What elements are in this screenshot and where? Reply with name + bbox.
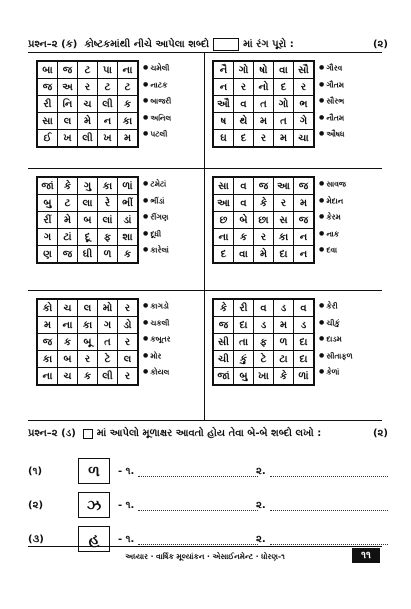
question-label: પ્રશ્ન–૨ (ડ) xyxy=(28,428,76,439)
grid-cell[interactable]: ર xyxy=(254,130,274,148)
answer-row xyxy=(28,492,388,520)
grid-cell[interactable]: દા xyxy=(294,334,315,351)
grid-cell[interactable]: ન xyxy=(294,246,315,264)
grid-cell[interactable]: કા xyxy=(274,229,294,246)
grid-cell[interactable]: ટ xyxy=(78,61,98,79)
grid-cell[interactable]: ક xyxy=(58,334,78,351)
grid-cell[interactable]: જ xyxy=(213,317,234,334)
grid-cell[interactable]: સા xyxy=(37,113,58,130)
grid-cell[interactable]: ત xyxy=(274,113,294,130)
word-list-item: ● સીતાફળ xyxy=(319,348,353,365)
grid-cell[interactable]: ખા xyxy=(254,368,274,386)
grid-cell[interactable]: દ xyxy=(274,79,294,96)
grid-cell[interactable]: ક xyxy=(234,229,254,246)
grid-cell[interactable]: ના xyxy=(213,229,234,246)
word-list xyxy=(143,60,171,148)
word-list-item: ● દવા xyxy=(319,242,346,259)
grid-cell[interactable]: જ xyxy=(37,79,58,96)
grid-cell[interactable]: ટે xyxy=(254,351,274,368)
grid-cell[interactable]: બ xyxy=(78,212,98,229)
word-list-item: ● મોર xyxy=(143,348,171,365)
marks: (૨) xyxy=(372,428,388,439)
word-list-item: ● દૂધી xyxy=(143,226,169,243)
grid-cell[interactable]: લી xyxy=(98,96,118,113)
grid-cell[interactable]: વ xyxy=(254,299,274,317)
grid-cell[interactable]: વા xyxy=(274,61,294,79)
word-list-item: ● નાટક xyxy=(143,77,171,94)
grid-cell[interactable]: ન xyxy=(98,113,118,130)
grid-cell[interactable]: વ xyxy=(234,177,254,195)
word-search-puzzle xyxy=(36,60,171,148)
grid-cell[interactable]: દા xyxy=(234,317,254,334)
grid-cell[interactable]: ટે xyxy=(98,351,118,368)
word-search-puzzle xyxy=(36,298,171,386)
grid-cell[interactable]: દ xyxy=(213,246,234,264)
grid-cell[interactable]: ળ xyxy=(274,334,294,351)
grid-cell[interactable]: ચ xyxy=(78,96,98,113)
grid-cell[interactable]: ડ xyxy=(274,299,294,317)
divider xyxy=(28,420,382,421)
grid-cell[interactable]: ર xyxy=(294,79,315,96)
grid-cell[interactable]: જ xyxy=(37,334,58,351)
letter-box: હ xyxy=(78,526,110,552)
grid-cell[interactable]: ક xyxy=(78,368,98,386)
instruction-text-end: માં રંગ પૂરો : xyxy=(243,39,294,50)
grid-cell[interactable]: બ xyxy=(58,351,78,368)
page-number: ૧૧ xyxy=(352,548,380,563)
grid-cell[interactable]: કા xyxy=(118,113,139,130)
grid-cell[interactable]: ત xyxy=(254,96,274,113)
grid-cell[interactable]: ળાં xyxy=(118,177,139,195)
grid-cell[interactable]: ઔ xyxy=(213,96,234,113)
word-list-item: ● ટમેટાં xyxy=(143,176,169,193)
grid-cell[interactable]: કે xyxy=(274,368,294,386)
word-list-item: ● નૌતમ xyxy=(319,110,345,127)
grid-cell[interactable]: લા xyxy=(78,195,98,212)
answer-line-1[interactable] xyxy=(138,510,258,511)
divider xyxy=(28,52,382,53)
word-list xyxy=(319,298,353,386)
word-list-item: ● ગૌતમ xyxy=(319,77,345,94)
word-search-puzzle xyxy=(36,176,169,264)
grid-cell[interactable]: ડ xyxy=(294,317,315,334)
row-number: (૨) xyxy=(28,500,44,511)
grid-cell[interactable]: મે xyxy=(254,246,274,264)
question-2-header xyxy=(28,428,388,439)
color-box xyxy=(213,38,239,51)
grid-cell[interactable]: કો xyxy=(37,299,58,317)
grid-cell[interactable]: જ xyxy=(58,246,78,264)
letter-box: ઝ xyxy=(78,492,110,518)
grid-cell[interactable]: બુ xyxy=(234,368,254,386)
question-header xyxy=(28,38,388,51)
grid-cell[interactable]: ગે xyxy=(294,113,315,130)
word-list xyxy=(319,60,345,148)
word-list-item: ● નાક xyxy=(319,226,346,243)
grid-cell[interactable]: મ xyxy=(274,317,294,334)
word-list xyxy=(143,176,169,264)
grid-cell[interactable]: ર xyxy=(274,195,294,212)
grid-cell[interactable]: ર xyxy=(78,351,98,368)
grid-cell[interactable]: ર xyxy=(118,334,139,351)
answer-line-2[interactable] xyxy=(270,510,388,511)
grid-cell[interactable]: મ xyxy=(37,317,58,334)
grid-cell[interactable]: ફ xyxy=(254,334,274,351)
footer-text: અધ્યાર · વાર્ષિક મૂલ્યાંકન · એસાઈનમેન્ટ · ધોરણ-૧ xyxy=(125,552,285,561)
grid-cell[interactable]: ળાં xyxy=(294,368,315,386)
word-list-item: ● ગૌરવ xyxy=(319,60,345,77)
word-list-item: ● દાડમ xyxy=(319,331,353,348)
grid-cell[interactable]: ટ xyxy=(58,195,78,212)
answer-row xyxy=(28,458,388,486)
grid-cell[interactable]: ડો xyxy=(118,317,139,334)
grid-cell[interactable]: વ xyxy=(234,195,254,212)
word-list-item: ● ઔષધ xyxy=(319,126,345,143)
grid-cell[interactable]: ખ xyxy=(58,130,78,148)
grid-cell[interactable]: ટ xyxy=(118,79,139,96)
grid-cell[interactable]: ગ xyxy=(98,317,118,334)
grid-cell[interactable]: નો xyxy=(254,79,274,96)
grid-cell[interactable]: જ xyxy=(58,61,78,79)
letter-grid xyxy=(212,298,315,386)
word-list-item: ● ભીંડાં xyxy=(143,193,169,210)
grid-cell[interactable]: ના xyxy=(58,317,78,334)
word-list-item: ● મેદાન xyxy=(319,193,346,210)
grid-cell[interactable]: ત xyxy=(98,334,118,351)
answer-line-1[interactable] xyxy=(138,544,258,545)
grid-cell[interactable]: ળ xyxy=(98,246,118,264)
word-list-item: ● કાગડો xyxy=(143,298,171,315)
grid-cell[interactable]: લી xyxy=(78,130,98,148)
grid-cell[interactable]: કે xyxy=(213,299,234,317)
grid-cell[interactable]: ટ xyxy=(98,79,118,96)
row-number: (૧) xyxy=(28,466,43,477)
word-list-item: ● કેળાં xyxy=(319,364,353,381)
grid-cell[interactable]: ભીં xyxy=(118,195,139,212)
letter-grid xyxy=(36,60,139,148)
grid-cell[interactable]: ગો xyxy=(274,96,294,113)
word-list-item: ● ચીકું xyxy=(319,315,353,332)
answer-label-2: ૨. xyxy=(256,466,266,477)
grid-cell[interactable]: લ xyxy=(78,299,98,317)
grid-cell[interactable]: ષ xyxy=(213,113,234,130)
word-list-item: ● ચમેલી xyxy=(143,60,171,77)
grid-cell[interactable]: છ xyxy=(213,212,234,229)
grid-cell[interactable]: ર xyxy=(118,299,139,317)
grid-cell[interactable]: મો xyxy=(98,299,118,317)
grid-cell[interactable]: મ xyxy=(274,130,294,148)
word-search-puzzle xyxy=(212,60,345,148)
grid-cell[interactable]: કા xyxy=(98,177,118,195)
grid-cell[interactable]: કા xyxy=(78,317,98,334)
grid-cell[interactable]: બા xyxy=(37,61,58,79)
grid-cell[interactable]: ભ xyxy=(294,96,315,113)
grid-cell[interactable]: ડાં xyxy=(118,212,139,229)
grid-cell[interactable]: ઘી xyxy=(78,246,98,264)
letter-grid xyxy=(36,176,139,264)
grid-cell[interactable]: સ xyxy=(274,212,294,229)
grid-cell[interactable]: ગો xyxy=(234,61,254,79)
grid-cell[interactable]: જાં xyxy=(213,368,234,386)
grid-cell[interactable]: કે xyxy=(58,177,78,195)
answer-label-1: - ૧. xyxy=(118,534,135,545)
grid-cell[interactable]: ટા xyxy=(274,351,294,368)
grid-cell[interactable]: ર xyxy=(78,79,98,96)
grid-cell[interactable]: ષો xyxy=(254,61,274,79)
grid-cell[interactable]: કા xyxy=(37,351,58,368)
grid-cell[interactable]: મ xyxy=(294,195,315,212)
grid-cell[interactable]: ચી xyxy=(213,351,234,368)
grid-cell[interactable]: છા xyxy=(254,212,274,229)
grid-cell[interactable]: રે xyxy=(98,195,118,212)
grid-cell[interactable]: ફ xyxy=(98,229,118,246)
grid-cell[interactable]: લ xyxy=(58,113,78,130)
grid-cell[interactable]: દા xyxy=(294,351,315,368)
letter-box: ળ xyxy=(78,458,110,484)
word-list-item: ● સાવજ xyxy=(319,176,346,193)
divider xyxy=(28,168,382,169)
vertical-divider xyxy=(204,52,205,420)
word-list-item: ● સૌરભ xyxy=(319,93,345,110)
word-list xyxy=(319,176,346,264)
answer-row xyxy=(28,526,388,554)
grid-cell[interactable]: ક xyxy=(118,96,139,113)
word-list-item: ● કબૂતર xyxy=(143,331,171,348)
grid-cell[interactable]: રી xyxy=(37,96,58,113)
word-search-puzzle xyxy=(212,298,353,386)
grid-cell[interactable]: મ xyxy=(254,113,274,130)
grid-cell[interactable]: વ xyxy=(234,96,254,113)
grid-cell[interactable]: શા xyxy=(118,229,139,246)
grid-cell[interactable]: ગ xyxy=(37,229,58,246)
grid-cell[interactable]: સૌ xyxy=(294,61,315,79)
grid-cell[interactable]: ડ xyxy=(254,317,274,334)
grid-cell[interactable]: ચ xyxy=(58,368,78,386)
grid-cell[interactable]: દ xyxy=(234,130,254,148)
grid-cell[interactable]: ઘ xyxy=(213,130,234,148)
word-list-item: ● કારેલાં xyxy=(143,242,169,259)
word-list-item: ● કેરમ xyxy=(319,209,346,226)
instruction-text: માં આપેલો મૂળાક્ષર આવતો હોય તેવા બે-બે શબ્દો લખો : xyxy=(96,428,322,439)
grid-cell[interactable]: બૂ xyxy=(78,334,98,351)
answer-label-1: - ૧. xyxy=(118,500,135,511)
grid-cell[interactable]: પા xyxy=(98,61,118,79)
grid-cell[interactable]: રીં xyxy=(37,212,58,229)
grid-cell[interactable]: લી xyxy=(98,368,118,386)
word-list-item: ● કેરી xyxy=(319,298,353,315)
answer-label-1: - ૧. xyxy=(118,466,135,477)
word-list-item: ● ચકલી xyxy=(143,315,171,332)
grid-cell[interactable]: જાં xyxy=(37,177,58,195)
square-box-icon xyxy=(83,429,93,439)
grid-cell[interactable]: આ xyxy=(213,195,234,212)
answer-line-2[interactable] xyxy=(270,544,388,545)
grid-cell[interactable]: લ xyxy=(118,351,139,368)
grid-cell[interactable]: મે xyxy=(58,212,78,229)
grid-cell[interactable]: ન xyxy=(213,79,234,96)
grid-cell[interactable]: જ xyxy=(294,177,315,195)
word-list-item: ● પટલી xyxy=(143,126,171,143)
word-list xyxy=(143,298,171,386)
word-list-item: ● રીંગણ xyxy=(143,209,169,226)
answer-line-1[interactable] xyxy=(138,476,258,477)
word-list-item: ● કોયલ xyxy=(143,364,171,381)
grid-cell[interactable]: સા xyxy=(213,177,234,195)
grid-cell[interactable]: ગુ xyxy=(78,177,98,195)
grid-cell[interactable]: બે xyxy=(234,212,254,229)
grid-cell[interactable]: ન xyxy=(294,229,315,246)
grid-cell[interactable]: ર xyxy=(254,229,274,246)
grid-cell[interactable]: ચ xyxy=(58,299,78,317)
grid-cell[interactable]: લાં xyxy=(98,212,118,229)
grid-cell[interactable]: મે xyxy=(78,113,98,130)
grid-cell[interactable]: ના xyxy=(118,61,139,79)
grid-cell[interactable]: ચા xyxy=(294,130,315,148)
answer-label-2: ૨. xyxy=(256,534,266,545)
grid-cell[interactable]: અ xyxy=(58,79,78,96)
grid-cell[interactable]: જ xyxy=(294,212,315,229)
answer-label-2: ૨. xyxy=(256,500,266,511)
grid-cell[interactable]: ના xyxy=(37,368,58,386)
grid-cell[interactable]: આ xyxy=(274,177,294,195)
grid-cell[interactable]: ર xyxy=(234,79,254,96)
grid-cell[interactable]: વ xyxy=(294,299,315,317)
grid-cell[interactable]: તા xyxy=(234,334,254,351)
letter-grid xyxy=(36,298,139,386)
word-list-item: ● અનિલ xyxy=(143,110,171,127)
grid-cell[interactable]: ઈ xyxy=(37,130,58,148)
letter-grid xyxy=(212,60,315,148)
grid-cell[interactable]: ક xyxy=(118,246,139,264)
answer-line-2[interactable] xyxy=(270,476,388,477)
question-label: પ્રશ્ન–૨ (ક) xyxy=(28,39,78,50)
grid-cell[interactable]: સી xyxy=(213,334,234,351)
grid-cell[interactable]: કે xyxy=(254,195,274,212)
grid-cell[interactable]: ટાં xyxy=(58,229,78,246)
grid-cell[interactable]: દા xyxy=(274,246,294,264)
grid-cell[interactable]: થે xyxy=(234,113,254,130)
grid-cell[interactable]: કું xyxy=(234,351,254,368)
row-number: (૩) xyxy=(28,534,44,545)
grid-cell[interactable]: વા xyxy=(234,246,254,264)
grid-cell[interactable]: બુ xyxy=(37,195,58,212)
footer-divider xyxy=(28,546,382,547)
word-search-puzzle xyxy=(212,176,346,264)
instruction-text: કોષ્ટકમાંથી નીચે આપેલા શબ્દો xyxy=(84,39,210,50)
divider xyxy=(28,290,382,291)
grid-cell[interactable]: ર xyxy=(118,368,139,386)
grid-cell[interactable]: જ xyxy=(254,177,274,195)
grid-cell[interactable]: નિ xyxy=(58,96,78,113)
grid-cell[interactable]: ખ xyxy=(98,130,118,148)
grid-cell[interactable]: દૂ xyxy=(78,229,98,246)
grid-cell[interactable]: રી xyxy=(234,299,254,317)
grid-cell[interactable]: મ xyxy=(118,130,139,148)
marks: (૨) xyxy=(372,39,388,50)
grid-cell[interactable]: ણ xyxy=(37,246,58,264)
letter-grid xyxy=(212,176,315,264)
grid-cell[interactable]: નૈ xyxy=(213,61,234,79)
word-list-item: ● બાજરી xyxy=(143,93,171,110)
